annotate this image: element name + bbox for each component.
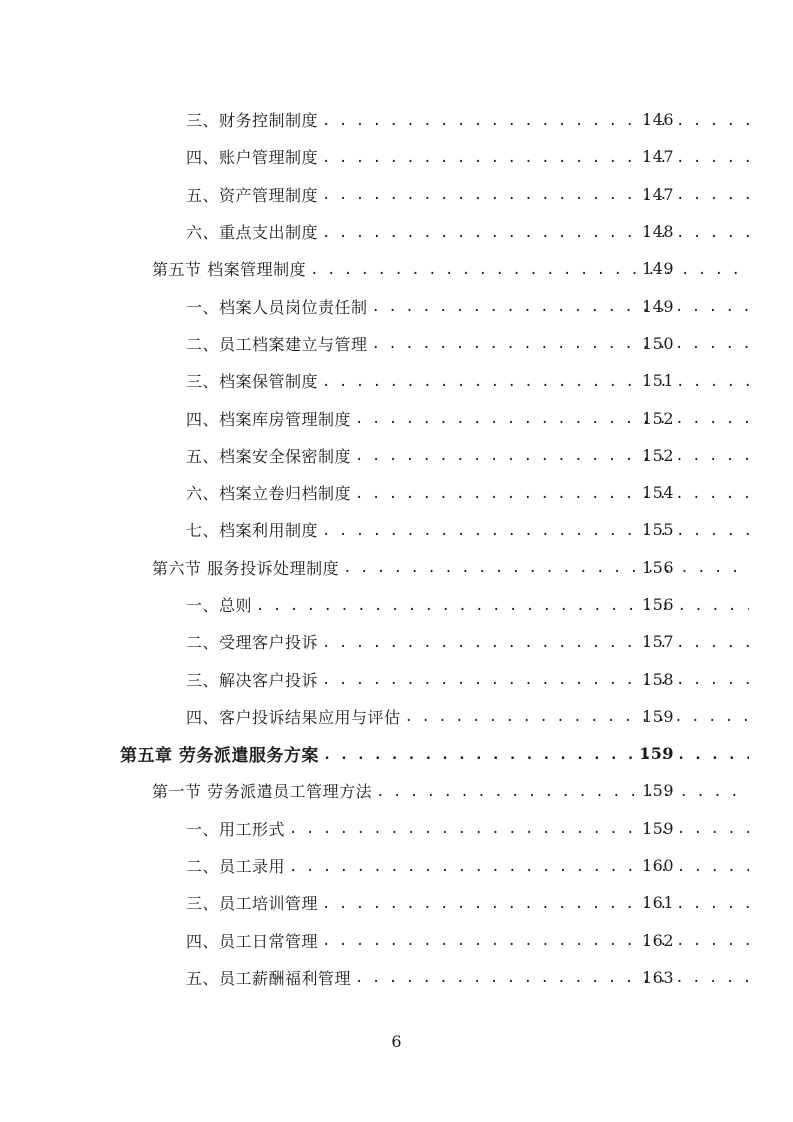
toc-entry-title: 三、财务控制制度 [186, 111, 319, 131]
toc-entry-page-number: 154 [641, 483, 674, 503]
toc-entry-title: 三、员工培训管理 [186, 894, 319, 914]
toc-entry-title: 四、账户管理制度 [186, 148, 319, 168]
toc-dot-leader [322, 930, 749, 950]
toc-entry-title: 七、档案利用制度 [186, 521, 319, 541]
toc-subsection-entry[interactable] [0, 176, 793, 213]
toc-subsection-entry[interactable] [0, 437, 793, 474]
toc-subsection-entry[interactable] [0, 511, 793, 548]
toc-entry-page-number: 159 [641, 818, 674, 838]
toc-dot-leader [322, 635, 749, 651]
toc-section-entry[interactable] [0, 549, 793, 586]
toc-dot-leader [256, 598, 749, 614]
toc-subsection-entry[interactable] [0, 138, 793, 175]
toc-entry-page-number: 152 [641, 408, 674, 428]
toc-dot-leader [355, 445, 749, 465]
toc-subsection-entry[interactable] [0, 213, 793, 250]
toc-dot-leader [405, 706, 749, 726]
toc-dot-leader [322, 113, 749, 129]
toc-dot-leader [322, 896, 749, 912]
toc-dot-leader [322, 150, 749, 166]
toc-subsection-entry[interactable] [0, 884, 793, 921]
toc-subsection-entry[interactable] [0, 847, 793, 884]
toc-subsection-entry[interactable] [0, 623, 793, 660]
toc-entry-page-number: 158 [641, 669, 674, 689]
toc-dot-leader [322, 225, 749, 241]
toc-entry-title: 二、员工档案建立与管理 [186, 334, 368, 354]
toc-subsection-entry[interactable] [0, 922, 793, 959]
toc-entry-page-number: 148 [641, 222, 674, 242]
toc-entry-page-number: 155 [641, 520, 674, 540]
toc-entry-title: 一、总则 [186, 596, 253, 615]
toc-subsection-entry[interactable] [0, 698, 793, 735]
toc-dot-leader [355, 967, 749, 987]
toc-entry-page-number: 159 [641, 706, 674, 726]
toc-entry-title: 四、档案库房管理制度 [186, 409, 352, 429]
toc-entry-page-number: 159 [639, 744, 674, 764]
toc-entry-title: 六、档案立卷归档制度 [186, 484, 352, 504]
toc-entry-title: 三、档案保管制度 [186, 372, 319, 392]
toc-dot-leader [355, 408, 749, 428]
toc-dot-leader [322, 669, 749, 689]
toc-subsection-entry[interactable] [0, 399, 793, 436]
toc-dot-leader [289, 818, 749, 838]
toc-subsection-entry[interactable] [0, 101, 793, 138]
toc-dot-leader [322, 184, 749, 204]
toc-subsection-entry[interactable] [0, 287, 793, 324]
toc-dot-leader [376, 784, 749, 800]
toc-dot-leader [372, 296, 749, 316]
toc-entry-title: 第五节 档案管理制度 [152, 260, 307, 280]
toc-entry-title: 一、用工形式 [186, 819, 286, 839]
toc-entry-title: 四、客户投诉结果应用与评估 [186, 707, 401, 727]
toc-subsection-entry[interactable] [0, 660, 793, 697]
toc-entry-page-number: 146 [641, 110, 674, 130]
toc-dot-leader [355, 486, 749, 502]
toc-section-entry[interactable] [0, 772, 793, 809]
toc-entry-page-number: 156 [641, 595, 674, 614]
toc-subsection-entry[interactable] [0, 474, 793, 511]
toc-entry-page-number: 162 [641, 930, 674, 950]
toc-entry-page-number: 156 [641, 557, 674, 577]
toc-dot-leader [343, 557, 749, 577]
toc-subsection-entry[interactable] [0, 959, 793, 996]
toc-entry-title: 第六节 服务投诉处理制度 [152, 558, 340, 578]
toc-entry-title: 六、重点支出制度 [186, 223, 319, 243]
toc-entry-page-number: 149 [641, 296, 674, 316]
toc-dot-leader [289, 859, 749, 875]
toc-entry-title: 五、档案安全保密制度 [186, 446, 352, 466]
toc-entry-title: 二、受理客户投诉 [186, 633, 319, 653]
toc-entry-page-number: 163 [641, 967, 674, 987]
toc-subsection-entry[interactable] [0, 325, 793, 362]
toc-entry-page-number: 152 [641, 445, 674, 465]
toc-entry-title: 二、员工录用 [186, 857, 286, 877]
toc-subsection-entry[interactable] [0, 586, 793, 623]
toc-entry-page-number: 159 [641, 781, 674, 801]
toc-entry-page-number: 160 [641, 856, 674, 876]
toc-entry-page-number: 151 [641, 371, 674, 391]
toc-dot-leader [322, 374, 749, 390]
toc-dot-leader [310, 262, 749, 278]
toc-entry-title: 四、员工日常管理 [186, 931, 319, 951]
toc-section-entry[interactable] [0, 250, 793, 287]
table-of-contents [0, 101, 793, 996]
toc-subsection-entry[interactable] [0, 810, 793, 847]
toc-entry-title: 一、档案人员岗位责任制 [186, 297, 368, 317]
toc-dot-leader [372, 333, 749, 353]
toc-entry-page-number: 150 [641, 333, 674, 353]
toc-entry-page-number: 147 [641, 184, 674, 204]
toc-entry-page-number: 157 [641, 632, 674, 652]
toc-entry-title: 五、资产管理制度 [186, 185, 319, 205]
toc-entry-title: 五、员工薪酬福利管理 [186, 968, 352, 988]
toc-entry-page-number: 149 [641, 259, 674, 279]
toc-entry-page-number: 147 [641, 147, 674, 167]
toc-entry-title: 第五章 劳务派遣服务方案 [120, 746, 319, 767]
toc-entry-title: 第一节 劳务派遣员工管理方法 [152, 782, 373, 802]
toc-subsection-entry[interactable] [0, 362, 793, 399]
toc-chapter-entry[interactable] [0, 735, 793, 772]
toc-entry-page-number: 161 [641, 893, 674, 913]
page-number: 6 [391, 1032, 402, 1051]
toc-dot-leader [323, 747, 749, 763]
toc-dot-leader [322, 523, 749, 539]
toc-entry-title: 三、解决客户投诉 [186, 670, 319, 690]
